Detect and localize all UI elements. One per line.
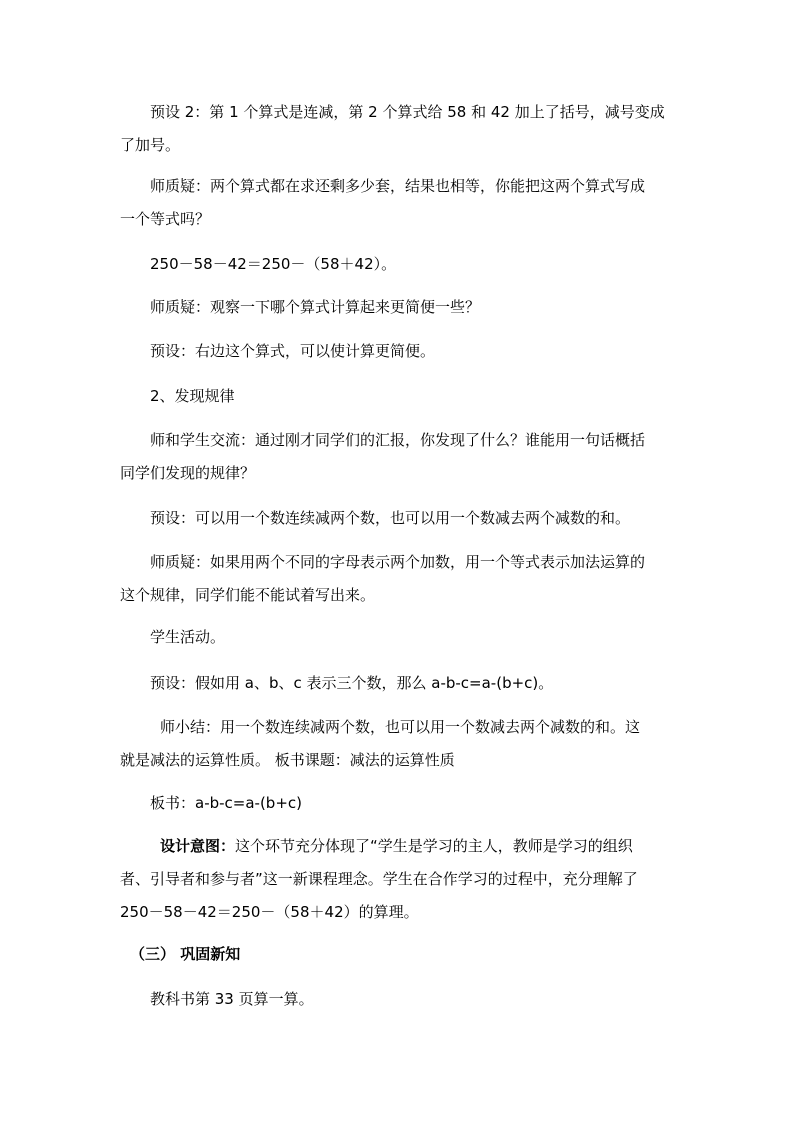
paragraph-preset-2 [120, 96, 680, 162]
text-line: 师质疑：如果用两个不同的字母表示两个加数，用一个等式表示加法运算的 [150, 553, 646, 571]
text-line: 250－58－42＝250－（58＋42）的算理。 [120, 903, 419, 921]
paragraph-teacher-summary [120, 711, 680, 777]
paragraph-student-activity [120, 621, 680, 654]
subheading-discover-rule [120, 380, 680, 413]
text-line: 板书：a-b-c=a-(b+c) [150, 794, 302, 812]
paragraph-board-writing [120, 787, 680, 820]
paragraph-teacher-question-2 [120, 291, 680, 324]
design-intent-text: 这个环节充分体现了“学生是学习的主人，教师是学习的组织 [235, 837, 633, 855]
text-line: 一个等式吗？ [120, 210, 211, 228]
paragraph-teacher-student-exchange [120, 424, 680, 490]
text-line: 师小结：用一个数连续减两个数，也可以用一个数减去两个减数的和。这 [160, 718, 641, 736]
text-line: 了加号。 [120, 136, 181, 154]
text-line: 者、引导者和参与者”这一新课程理念。学生在合作学习的过程中，充分理解了 [120, 870, 638, 888]
paragraph-preset-letters [120, 667, 680, 700]
paragraph-teacher-question-3 [120, 546, 680, 612]
text-line: 同学们发现的规律？ [120, 464, 256, 482]
text-line: 师质疑：两个算式都在求还剩多少套，结果也相等，你能把这两个算式写成 [150, 177, 646, 195]
text-line: 预设：右边这个算式，可以使计算更简便。 [150, 342, 436, 360]
paragraph-preset-simple [120, 335, 680, 368]
section-heading-text: （三） 巩固新知 [130, 945, 241, 963]
text-line: 2、发现规律 [150, 387, 235, 405]
text-line [120, 830, 680, 863]
text-line: 250－58－42＝250－（58＋42）。 [150, 255, 397, 273]
text-line: 师和学生交流：通过刚才同学们的汇报，你发现了什么？谁能用一句话概括 [150, 431, 646, 449]
text-line: 教科书第 33 页算一算。 [150, 990, 314, 1008]
text-line: 师质疑：观察一下哪个算式计算起来更简便一些？ [150, 298, 481, 316]
text-line: 这个规律，同学们能不能试着写出来。 [120, 586, 376, 604]
text-line: 就是减法的运算性质。 板书课题：减法的运算性质 [120, 751, 455, 769]
design-intent-label: 设计意图： [160, 837, 236, 855]
text-line: 预设 2：第 1 个算式是连减，第 2 个算式给 58 和 42 加上了括号，减号变成 [150, 103, 665, 121]
paragraph-equation [120, 248, 680, 281]
text-line: 预设：可以用一个数连续减两个数，也可以用一个数减去两个减数的和。 [150, 509, 631, 527]
paragraph-preset-rule [120, 502, 680, 535]
paragraph-teacher-question-1 [120, 170, 680, 236]
section-heading-consolidate [120, 938, 680, 971]
text-line: 学生活动。 [150, 628, 226, 646]
text-line: 预设：假如用 a、b、c 表示三个数，那么 a-b-c=a-(b+c)。 [150, 674, 554, 692]
paragraph-textbook-reference [120, 983, 680, 1016]
paragraph-design-intent [120, 830, 680, 929]
